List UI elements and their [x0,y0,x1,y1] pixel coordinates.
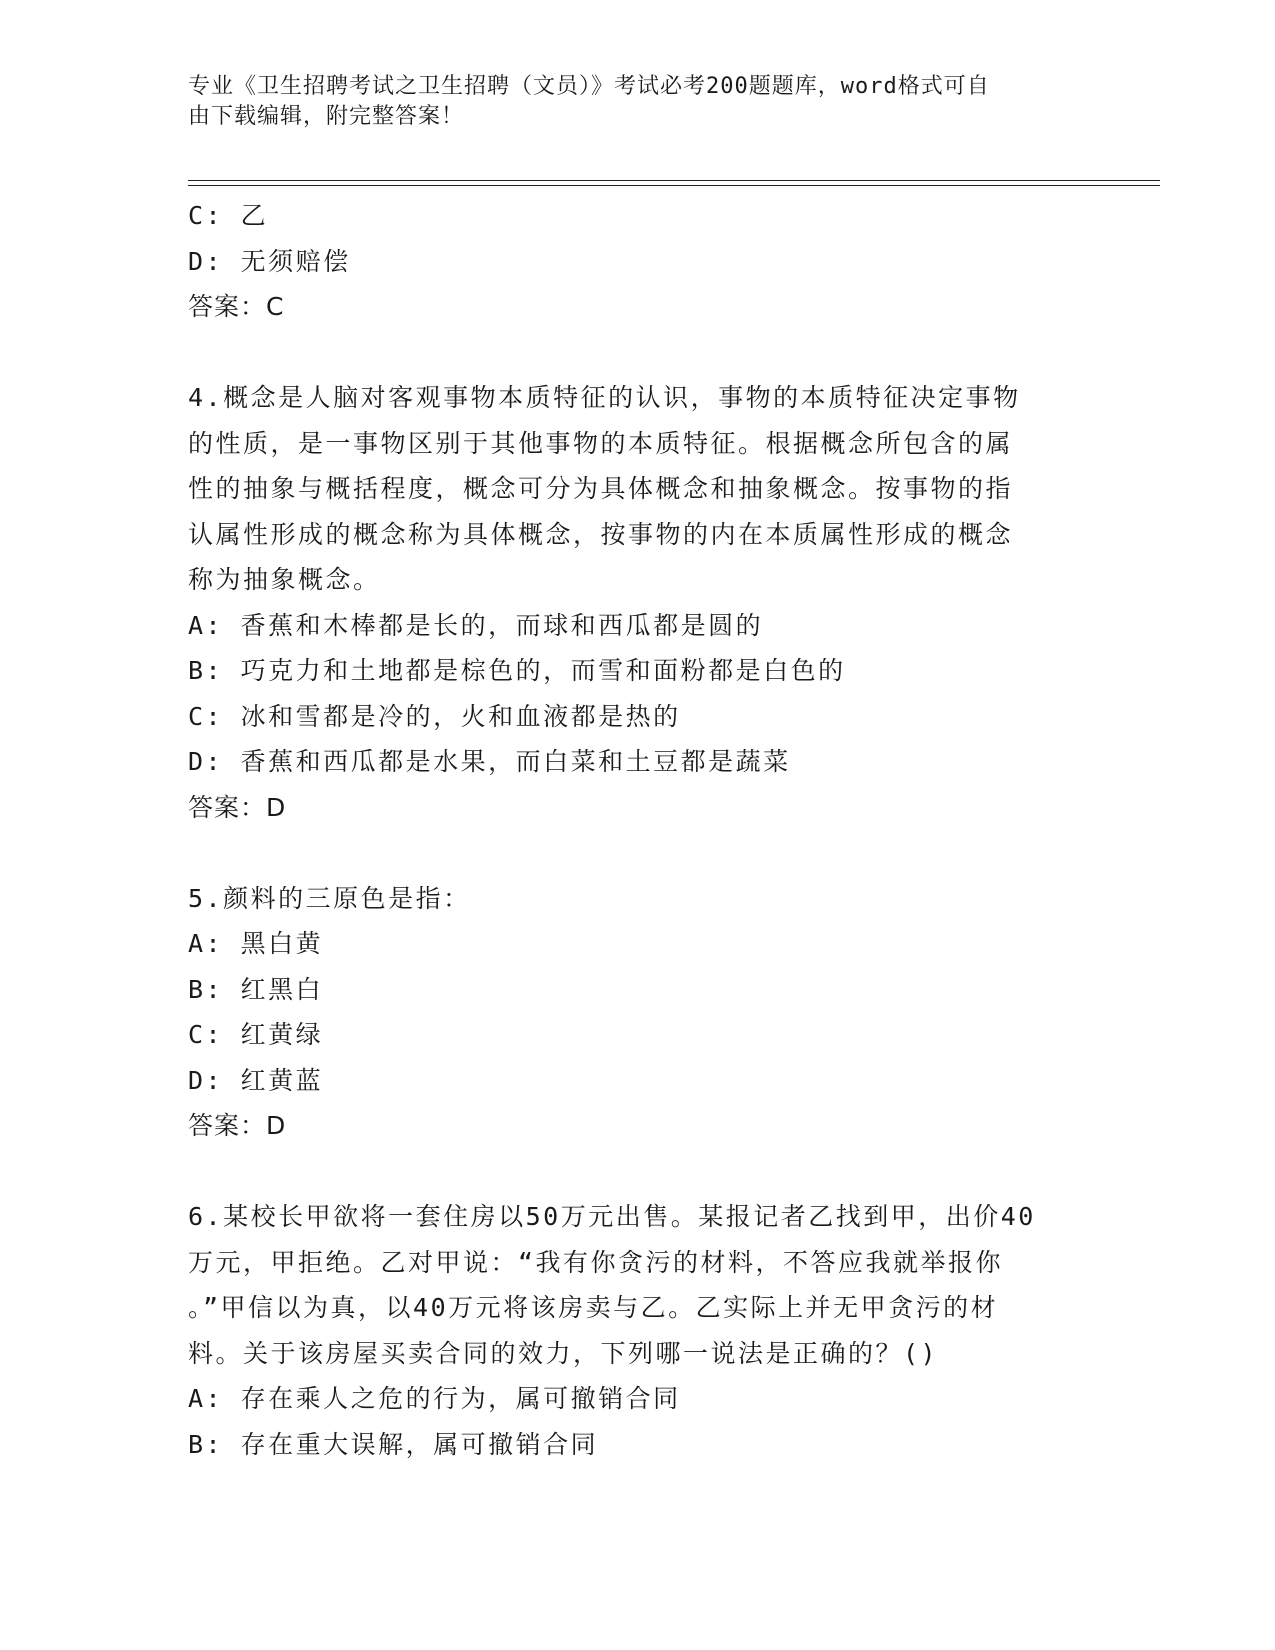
option-a: A: 存在乘人之危的行为，属可撤销合同 [188,1384,681,1413]
question-5 [188,876,1088,1149]
question-4 [188,375,1088,830]
option-a: A: 香蕉和木棒都是长的，而球和西瓜都是圆的 [188,610,764,640]
question-stem-line: 5.颜料的三原色是指： [188,883,471,913]
question-stem-line: 的性质，是一事物区别于其他事物的本质特征。根据概念所包含的属 [188,428,1014,458]
question-stem-line: 6.某校长甲欲将一套住房以50万元出售。某报记者乙找到甲，出价40 [188,1202,1036,1231]
option-d: D: 香蕉和西瓜都是水果，而白菜和土豆都是蔬菜 [188,747,791,776]
header-line-1: 专业《卫生招聘考试之卫生招聘（文员）》考试必考200题题库，word格式可自 [188,74,990,99]
question-stem-line: 料。关于该房屋买卖合同的效力，下列哪一说法是正确的？() [188,1338,939,1368]
option-d: D: 无须赔偿 [188,246,351,276]
option-c: C: 红黄绿 [188,1020,324,1049]
question-stem-line: 认属性形成的概念称为具体概念，按事物的内在本质属性形成的概念 [188,519,1014,549]
spacer [188,1149,1088,1195]
question-list [188,193,1088,1467]
question-stem-line: 万元，甲拒绝。乙对甲说：“我有你贪污的材料，不答应我就举报你 [188,1247,1004,1277]
header-divider-top [188,180,1160,181]
question-stem-line: 称为抽象概念。 [188,565,381,594]
spacer [188,330,1088,376]
header-divider-bottom [188,185,1160,186]
question-3-tail [188,193,1088,330]
option-b: B: 巧克力和土地都是棕色的，而雪和面粉都是白色的 [188,656,846,685]
header-line-2: 由下载编辑，附完整答案！ [188,104,465,129]
answer-line: 答案：C [188,292,285,321]
option-b: B: 存在重大误解，属可撤销合同 [188,1429,599,1459]
question-6 [188,1194,1088,1467]
spacer [188,830,1088,876]
option-a: A: 黑白黄 [188,929,324,958]
question-stem-line: 。”甲信以为真，以40万元将该房卖与乙。乙实际上并无甲贪污的材 [188,1293,999,1322]
answer-line: 答案：D [188,1111,287,1140]
option-b: B: 红黑白 [188,974,324,1004]
option-d: D: 红黄蓝 [188,1065,324,1095]
option-c: C: 乙 [188,201,269,230]
answer-line: 答案：D [188,792,287,822]
document-header [188,72,1088,132]
option-c: C: 冰和雪都是冷的，火和血液都是热的 [188,701,681,731]
question-stem-line: 4.概念是人脑对客观事物本质特征的认识，事物的本质特征决定事物 [188,383,1021,412]
question-stem-line: 性的抽象与概括程度，概念可分为具体概念和抽象概念。按事物的指 [188,474,1014,503]
